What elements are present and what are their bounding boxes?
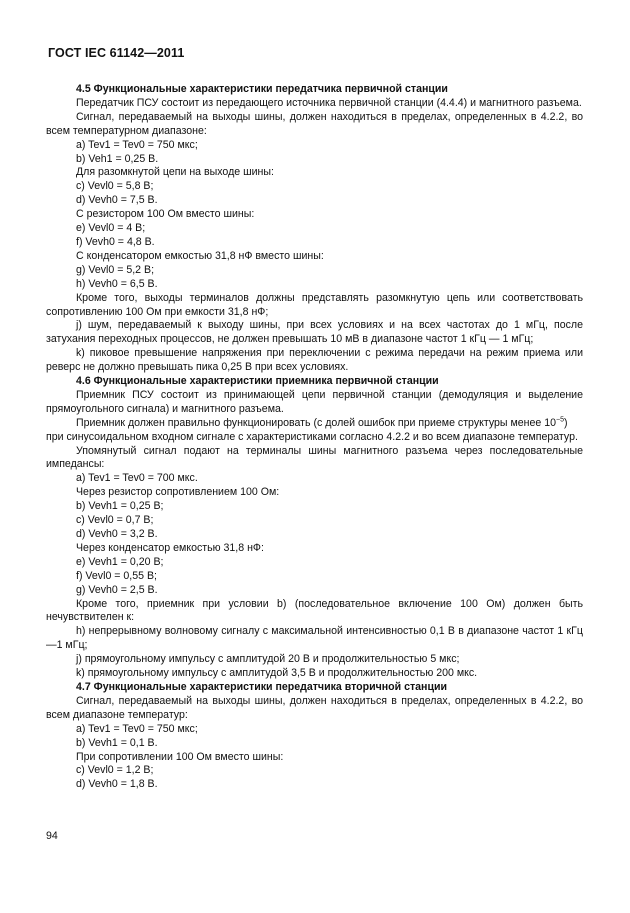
list-item: b) Vevh1 = 0,25 В; [76, 500, 164, 513]
paragraph: Кроме того, выходы терминалов должны представлять разомкнутую цепь или соответствовать сопротивлению 100 Ом при емкости 31,8 нФ; [46, 291, 583, 318]
paragraph: Через резистор сопротивлением 100 Ом: [76, 486, 280, 499]
error-rate-text: Приемник должен правильно функционировать (с долей ошибок при приеме структуры менее 10 [76, 416, 557, 429]
list-item: f) Vevh0 = 4,8 В. [76, 235, 155, 248]
list-item: j) шум, передаваемый к выходу шины, при всех условиях и на всех частотах до 1 мГц, после затухания переходных процессов, не должен превышать 10 мВ в диапазоне частот 1 кГц — 1 мГц; [46, 319, 583, 346]
list-item: c) Vevl0 = 5,8 В; [76, 180, 154, 193]
list-item: h) непрерывному волновому сигналу с максимальной интенсивностью 0,1 В в диапазоне частот 1 кГц —1 мГц; [46, 625, 583, 652]
list-item: b) Vevh1 = 0,1 В. [76, 736, 158, 749]
list-item: c) Vevl0 = 0,7 В; [76, 514, 154, 527]
document-body [46, 83, 583, 792]
list-item: e) Vevl0 = 4 В; [76, 222, 146, 235]
list-item: a) Tev1 = Tev0 = 700 мкс. [76, 472, 198, 485]
paragraph: Кроме того, приемник при условии b) (последовательное включение 100 Ом) должен быть нечувствителен к: [46, 597, 583, 624]
paragraph: Приемник ПСУ состоит из принимающей цепи первичной станции (демодуляция и выделение прямоугольного сигнала) и магнитного разъема. [46, 388, 583, 415]
list-item: d) Vevh0 = 7,5 В. [76, 194, 158, 207]
paragraph: Сигнал, передаваемый на выходы шины, должен находиться в пределах, определенных в 4.2.2, во всем диапазоне температур: [46, 694, 583, 721]
paragraph [46, 417, 583, 431]
section-heading-4-6: 4.6 Функциональные характеристики приемника первичной станции [76, 375, 439, 388]
error-rate-tail: ) [564, 416, 568, 429]
list-item: j) прямоугольному импульсу с амплитудой 20 В и продолжительностью 5 мкс; [76, 653, 460, 666]
paragraph-continuation: при синусоидальном входном сигнале с характеристиками согласно 4.2.2 и во всем диапазоне температур. [46, 430, 578, 443]
list-item: a) Tev1 = Tev0 = 750 мкс; [76, 722, 198, 735]
paragraph: Сигнал, передаваемый на выходы шины, должен находиться в пределах, определенных в 4.2.2, во всем температурном диапазоне: [46, 110, 583, 137]
paragraph: При сопротивлении 100 Ом вместо шины: [76, 750, 284, 763]
list-item: k) пиковое превышение напряжения при переключении с режима передачи на режим приема или реверс не должно превышать пика 0,25 В при всех условиях. [46, 347, 583, 374]
section-heading-4-7: 4.7 Функциональные характеристики передатчика вторичной станции [76, 680, 447, 693]
page-number: 94 [46, 830, 58, 842]
paragraph: С резистором 100 Ом вместо шины: [76, 208, 255, 221]
list-item: k) прямоугольному импульсу с амплитудой 3,5 В и продолжительностью 200 мкс. [76, 667, 478, 680]
paragraph: Для разомкнутой цепи на выходе шины: [76, 166, 274, 179]
list-item: g) Vevh0 = 2,5 В. [76, 583, 158, 596]
list-item: d) Vevh0 = 3,2 В. [76, 528, 158, 540]
paragraph: Через конденсатор емкостью 31,8 нФ: [76, 541, 264, 554]
list-item: f) Vevl0 = 0,55 В; [76, 569, 157, 582]
document-header: ГОСТ IEC 61142—2011 [48, 46, 185, 60]
list-item: c) Vevl0 = 1,2 В; [76, 764, 154, 777]
section-heading-4-5: 4.5 Функциональные характеристики передатчика первичной станции [76, 83, 448, 95]
paragraph: Передатчик ПСУ состоит из передающего источника первичной станции (4.4.4) и магнитного разъема. [76, 96, 582, 109]
list-item: g) Vevl0 = 5,2 В; [76, 263, 155, 276]
error-rate-exponent: −5 [556, 416, 565, 424]
list-item: a) Tev1 = Tev0 = 750 мкс; [76, 138, 198, 151]
list-item: e) Vevh1 = 0,20 В; [76, 555, 164, 568]
paragraph: Упомянутый сигнал подают на терминалы шины магнитного разъема через последовательные импедансы: [46, 444, 583, 471]
list-item: b) Veh1 = 0,25 В. [76, 152, 159, 165]
paragraph: С конденсатором емкостью 31,8 нФ вместо шины: [76, 249, 324, 262]
list-item: d) Vevh0 = 1,8 В. [76, 778, 158, 791]
list-item: h) Vevh0 = 6,5 В. [76, 277, 158, 290]
